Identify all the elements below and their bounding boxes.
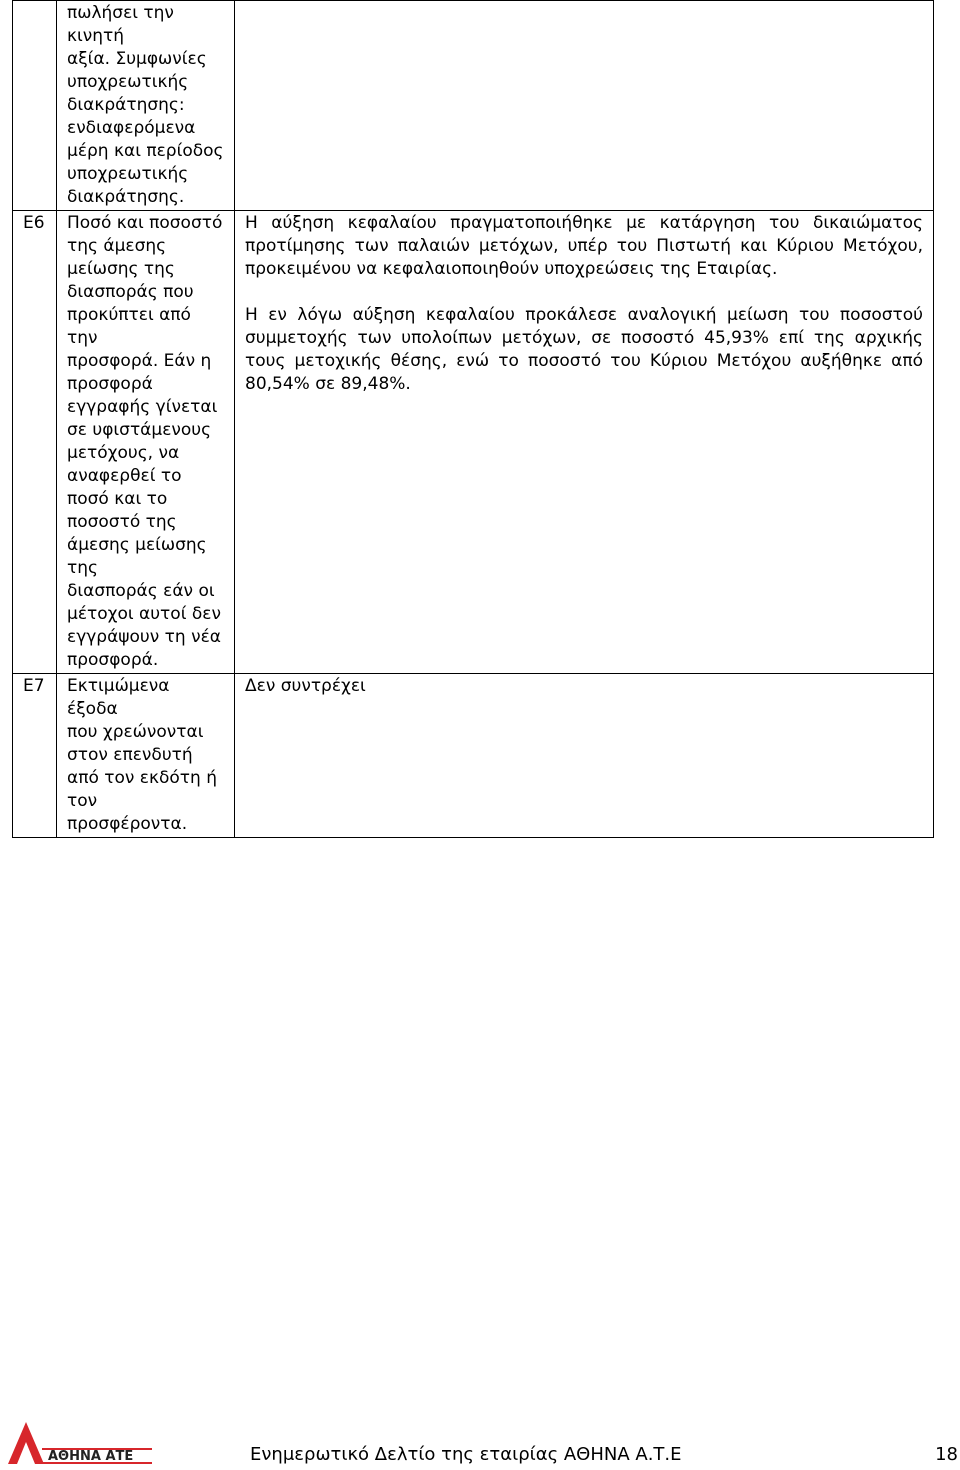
row-content-cell	[235, 211, 934, 674]
table-row	[13, 674, 934, 838]
document-table	[12, 0, 934, 838]
row-label-cell	[57, 1, 235, 211]
page-footer	[0, 1412, 960, 1470]
row-content-cell	[235, 1, 934, 211]
row-label-cell	[57, 674, 235, 838]
row-label-cell	[57, 211, 235, 674]
table-row	[13, 211, 934, 674]
row-label: πωλήσει την κινητή αξία. Συμφωνίες υποχρεωτικής διακράτησης: ενδιαφερόμενα μέρη και περίοδος υποχρεωτικής διακράτησης.	[67, 3, 224, 207]
logo-wordmark: ΑΘΗΝΑ ΑΤΕ	[48, 1449, 134, 1464]
row-label: Ποσό και ποσοστό της άμεσης μείωσης της διασποράς που προκύπτει από την προσφορά. Εάν η προσφορά εγγραφής γίνεται σε υφιστάμενους μετόχους, να αναφερθεί το ποσό και το ποσοστό της άμεσης μείωσης της διασποράς εάν οι μέτοχοι αυτοί δεν εγγράψουν τη νέα προσφορά.	[67, 213, 223, 670]
content-paragraph: Δεν συντρέχει	[245, 676, 366, 696]
page-number: 18	[935, 1444, 958, 1465]
row-code-cell	[13, 211, 57, 674]
content-paragraph: Η αύξηση κεφαλαίου πραγματοποιήθηκε με κατάργηση του δικαιώματος προτίμησης των παλαιών μετόχων, υπέρ του Πιστωτή και Κύριου Μετόχου, προκειμένου να κεφαλαιοποιηθούν υποχρεώσεις της Εταιρίας.	[245, 213, 923, 279]
company-logo	[4, 1418, 154, 1466]
row-code-cell	[13, 674, 57, 838]
row-code: Ε7	[23, 676, 45, 696]
footer-title: Ενημερωτικό Δελτίο της εταιρίας ΑΘΗΝΑ Α.Τ.Ε	[250, 1444, 682, 1465]
row-code-cell	[13, 1, 57, 211]
row-code: Ε6	[23, 213, 45, 233]
row-content-cell	[235, 674, 934, 838]
content-paragraph: Η εν λόγω αύξηση κεφαλαίου προκάλεσε αναλογική μείωση του ποσοστού συμμετοχής των υπολοίπων μετόχων, σε ποσοστό 45,93% επί της αρχικής τους μετοχικής θέσης, ενώ το ποσοστό του Κύριου Μετόχου αυξήθηκε από 80,54% σε 89,48%.	[245, 305, 923, 394]
table-row	[13, 1, 934, 211]
row-label: Εκτιμώμενα έξοδα που χρεώνονται στον επενδυτή από τον εκδότη ή τον προσφέροντα.	[67, 676, 217, 834]
